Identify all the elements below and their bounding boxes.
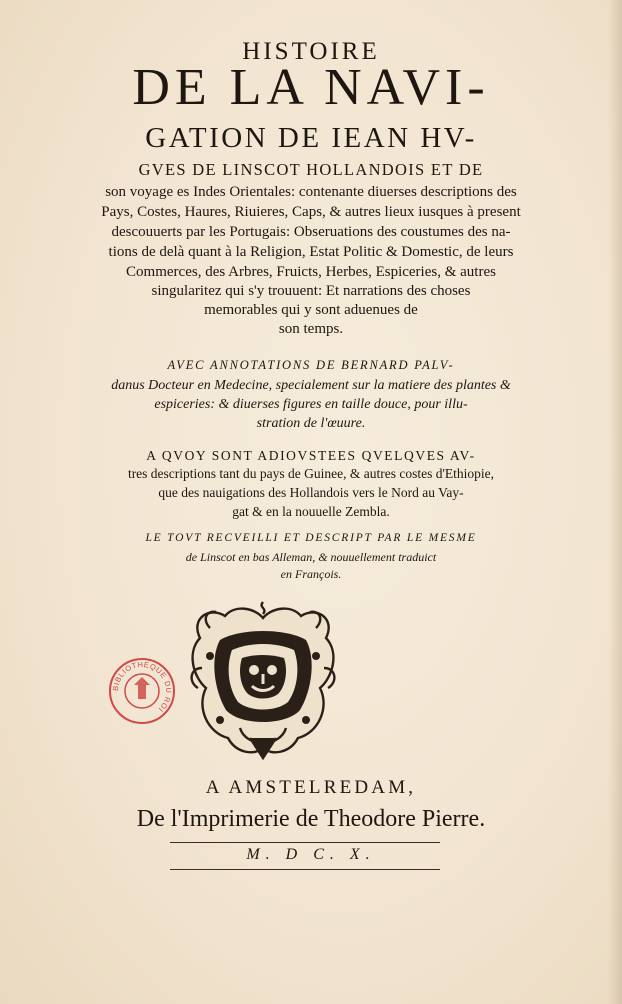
- printers-device-ornament-icon: [180, 598, 346, 766]
- imprint-rule-top: [170, 842, 440, 843]
- annotations-line-4: stration de l'œuure.: [256, 416, 366, 431]
- annotations-line-1: AVEC ANNOTATIONS DE BERNARD PALV-: [167, 358, 455, 372]
- title-line-2: DE LA NAVI-: [132, 59, 490, 116]
- annotations-line-3: espiceries: & diuerses figures en taille douce, pour illu-: [154, 397, 468, 412]
- library-stamp: [106, 655, 178, 731]
- collection-line-3: en François.: [280, 567, 342, 581]
- description-line-7: memorables qui y sont aduenues de: [204, 302, 418, 318]
- imprint-city: A AMSTELREDAM,: [205, 777, 417, 798]
- collection-line-2: de Linscot en bas Alleman, & nouuellement traduict: [185, 550, 437, 564]
- additions-line-3: que des nauigations des Hollandois vers le Nord au Vay-: [158, 485, 464, 500]
- additions-line-4: gat & en la nouuelle Zembla.: [232, 504, 390, 519]
- additions-line-1: A QVOY SONT ADIOVSTEES QVELQVES AV-: [146, 448, 476, 463]
- additions-line-2: tres descriptions tant du pays de Guinee, & autres costes d'Ethiopie,: [127, 466, 495, 481]
- title-line-3: GATION DE IEAN HV-: [145, 122, 477, 154]
- description-line-8: son temps.: [278, 321, 344, 337]
- imprint-printer: De l'Imprimerie de Theodore Pierre.: [136, 806, 486, 832]
- annotations-line-2: danus Docteur en Medecine, specialement sur la matiere des plantes &: [111, 378, 511, 393]
- description-line-2: Pays, Costes, Haures, Riuieres, Caps, & autres lieux iusques à present: [101, 204, 521, 220]
- description-line-5: Commerces, des Arbres, Fruicts, Herbes, Espiceries, & autres: [126, 264, 496, 280]
- imprint-year: M. D C. X.: [246, 846, 376, 863]
- stamp-text: BIBLIOTHEQUE DU ROI: [110, 659, 174, 715]
- description-line-1: son voyage es Indes Orientales: contenante diuerses descriptions des: [105, 184, 517, 200]
- description-line-3: descouuerts par les Portugais: Obseruations des coustumes des na-: [111, 224, 511, 240]
- title-line-1: HISTOIRE: [242, 38, 380, 65]
- description-line-6: singularitez qui s'y trouuent: Et narrations des choses: [151, 283, 471, 299]
- collection-line-1: LE TOVT RECVEILLI ET DESCRIPT PAR LE MESME: [145, 532, 477, 544]
- description-line-4: tions de delà quant à la Religion, Estat Politic & Domestic, de leurs: [108, 244, 514, 260]
- title-line-4: GVES DE LINSCOT HOLLANDOIS ET DE: [138, 160, 484, 179]
- imprint-rule-bottom: [170, 869, 440, 870]
